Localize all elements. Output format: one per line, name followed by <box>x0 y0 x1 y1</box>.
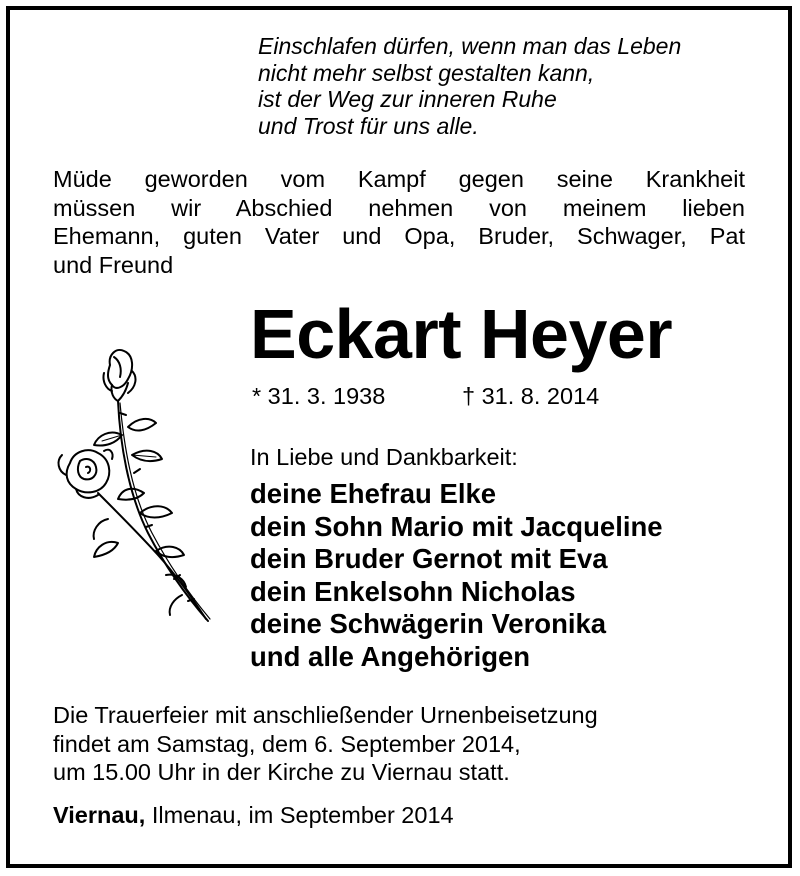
funeral-notice <box>53 701 598 787</box>
funeral-line: findet am Samstag, dem 6. September 2014, <box>53 730 521 757</box>
motto-line: nicht mehr selbst gestalten kann, <box>258 59 595 86</box>
rose-icon <box>48 343 214 625</box>
place-rest: Ilmenau, im September 2014 <box>145 802 454 828</box>
thanks-line: In Liebe und Dankbarkeit: <box>250 444 518 470</box>
place-town: Viernau, <box>53 802 146 828</box>
mourner-entry: dein Bruder Gernot mit Eva <box>250 543 608 574</box>
deceased-name: Eckart Heyer <box>250 295 673 373</box>
mourner-entry: deine Schwägerin Veronika <box>250 608 607 639</box>
birth-date: * 31. 3. 1938 <box>252 383 386 409</box>
funeral-line: Die Trauerfeier mit anschließender Urnenbeisetzung <box>53 702 598 728</box>
intro-line: Müde geworden vom Kampf gegen seine Krankheit <box>53 166 745 192</box>
place-date-line <box>53 800 454 830</box>
motto-line: und Trost für uns alle. <box>258 112 479 139</box>
funeral-line: um 15.00 Uhr in der Kirche zu Viernau statt. <box>53 759 510 785</box>
mourner-entry: dein Sohn Mario mit Jacqueline <box>250 510 663 542</box>
mourner-entry: und alle Angehörigen <box>250 640 531 672</box>
motto-line: Einschlafen dürfen, wenn man das Leben <box>258 33 682 59</box>
mourner-entry: dein Enkelsohn Nicholas <box>250 575 576 607</box>
intro-text <box>53 165 745 279</box>
death-date: † 31. 8. 2014 <box>462 383 600 409</box>
intro-line: müssen wir Abschied nehmen von meinem lieben <box>53 194 745 221</box>
motto-poem <box>258 33 681 139</box>
life-dates <box>252 381 600 411</box>
intro-line: und Freund <box>53 251 174 278</box>
mourner-entry: deine Ehefrau Elke <box>250 478 497 509</box>
intro-line: Ehemann, guten Vater und Opa, Bruder, Schwager, Pat <box>53 223 745 249</box>
mourners-list <box>250 478 663 673</box>
motto-line: ist der Weg zur inneren Ruhe <box>258 86 557 112</box>
